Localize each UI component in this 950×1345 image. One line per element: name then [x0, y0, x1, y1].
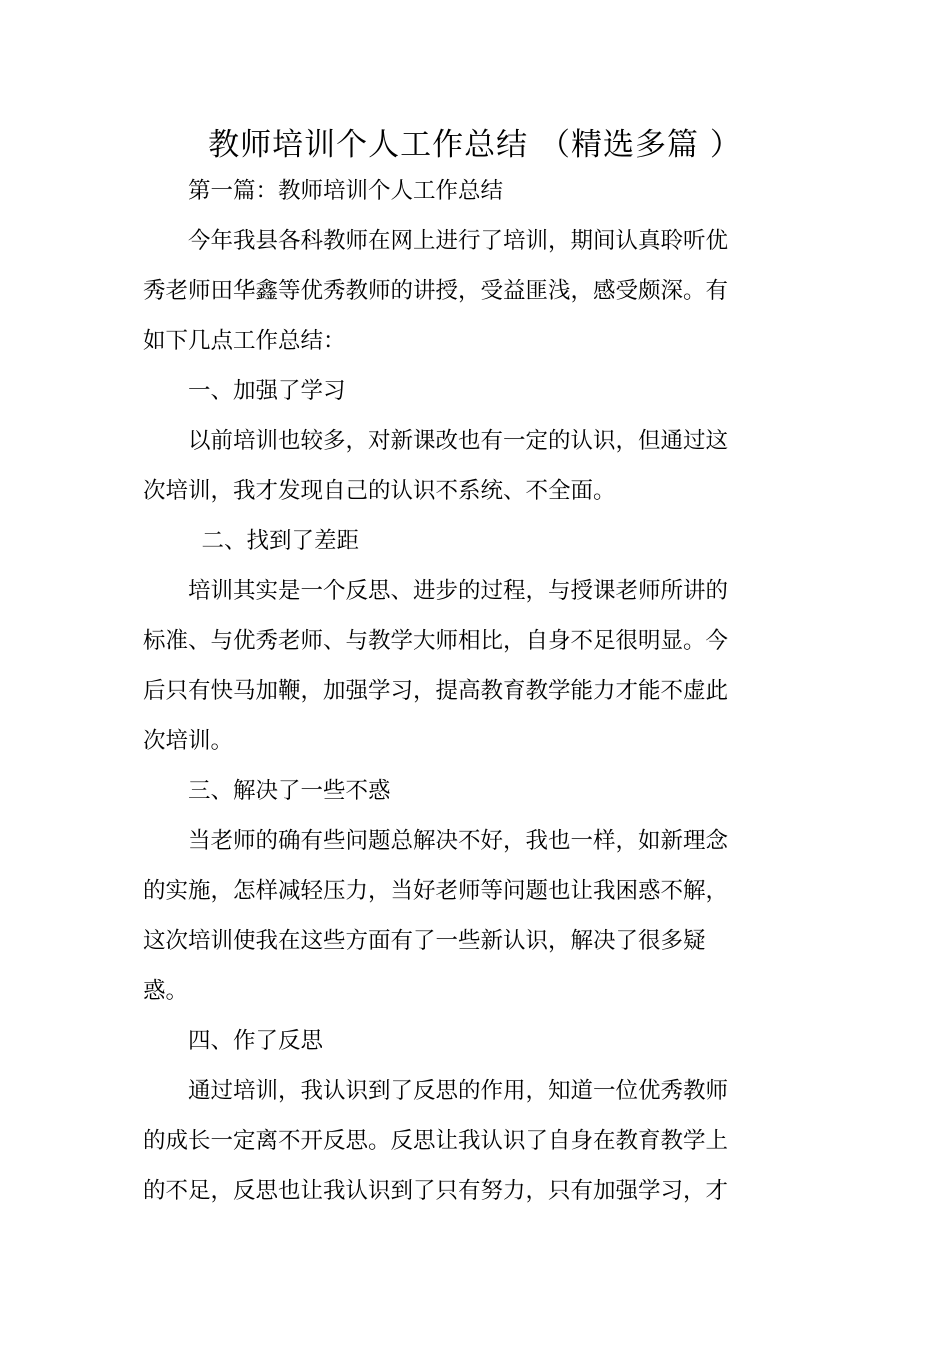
paragraph-2: 培训其实是一个反思、进步的过程，与授课老师所讲的标准、与优秀老师、与教学大师相比，自身不足很明显。今后只有快马加鞭，加强学习，提高教育教学能力才能不虚此次培训。: [143, 578, 729, 754]
paragraph-3: 当老师的确有些问题总解决不好，我也一样，如新理念的实施，怎样减轻压力，当好老师等问题也让我困惑不解，这次培训使我在这些方面有了一些新认识，解决了很多疑惑。: [143, 828, 729, 1004]
paragraph-intro: 今年我县各科教师在网上进行了培训，期间认真聆听优秀老师田华鑫等优秀教师的讲授，受益匪浅，感受颇深。有如下几点工作总结：: [143, 228, 729, 354]
section-heading-4: 四、作了反思: [188, 1028, 324, 1054]
section-subtitle: 第一篇：教师培训个人工作总结: [188, 178, 504, 204]
section-heading-1: 一、加强了学习: [188, 378, 346, 404]
section-heading-2: 二、找到了差距: [201, 528, 360, 554]
section-heading-3: 三、解决了一些不惑: [188, 778, 391, 804]
document-body: [143, 166, 748, 1216]
paragraph-1: 以前培训也较多，对新课改也有一定的认识，但通过这次培训，我才发现自己的认识不系统、不全面。: [143, 428, 729, 504]
document-title: 教师培训个人工作总结 （精选多篇 ）: [208, 127, 742, 163]
paragraph-4: 通过培训，我认识到了反思的作用，知道一位优秀教师的成长一定离不开反思。反思让我认识了自身在教育教学上的不足，反思也让我认识到了只有努力，只有加强学习，才: [143, 1078, 729, 1204]
